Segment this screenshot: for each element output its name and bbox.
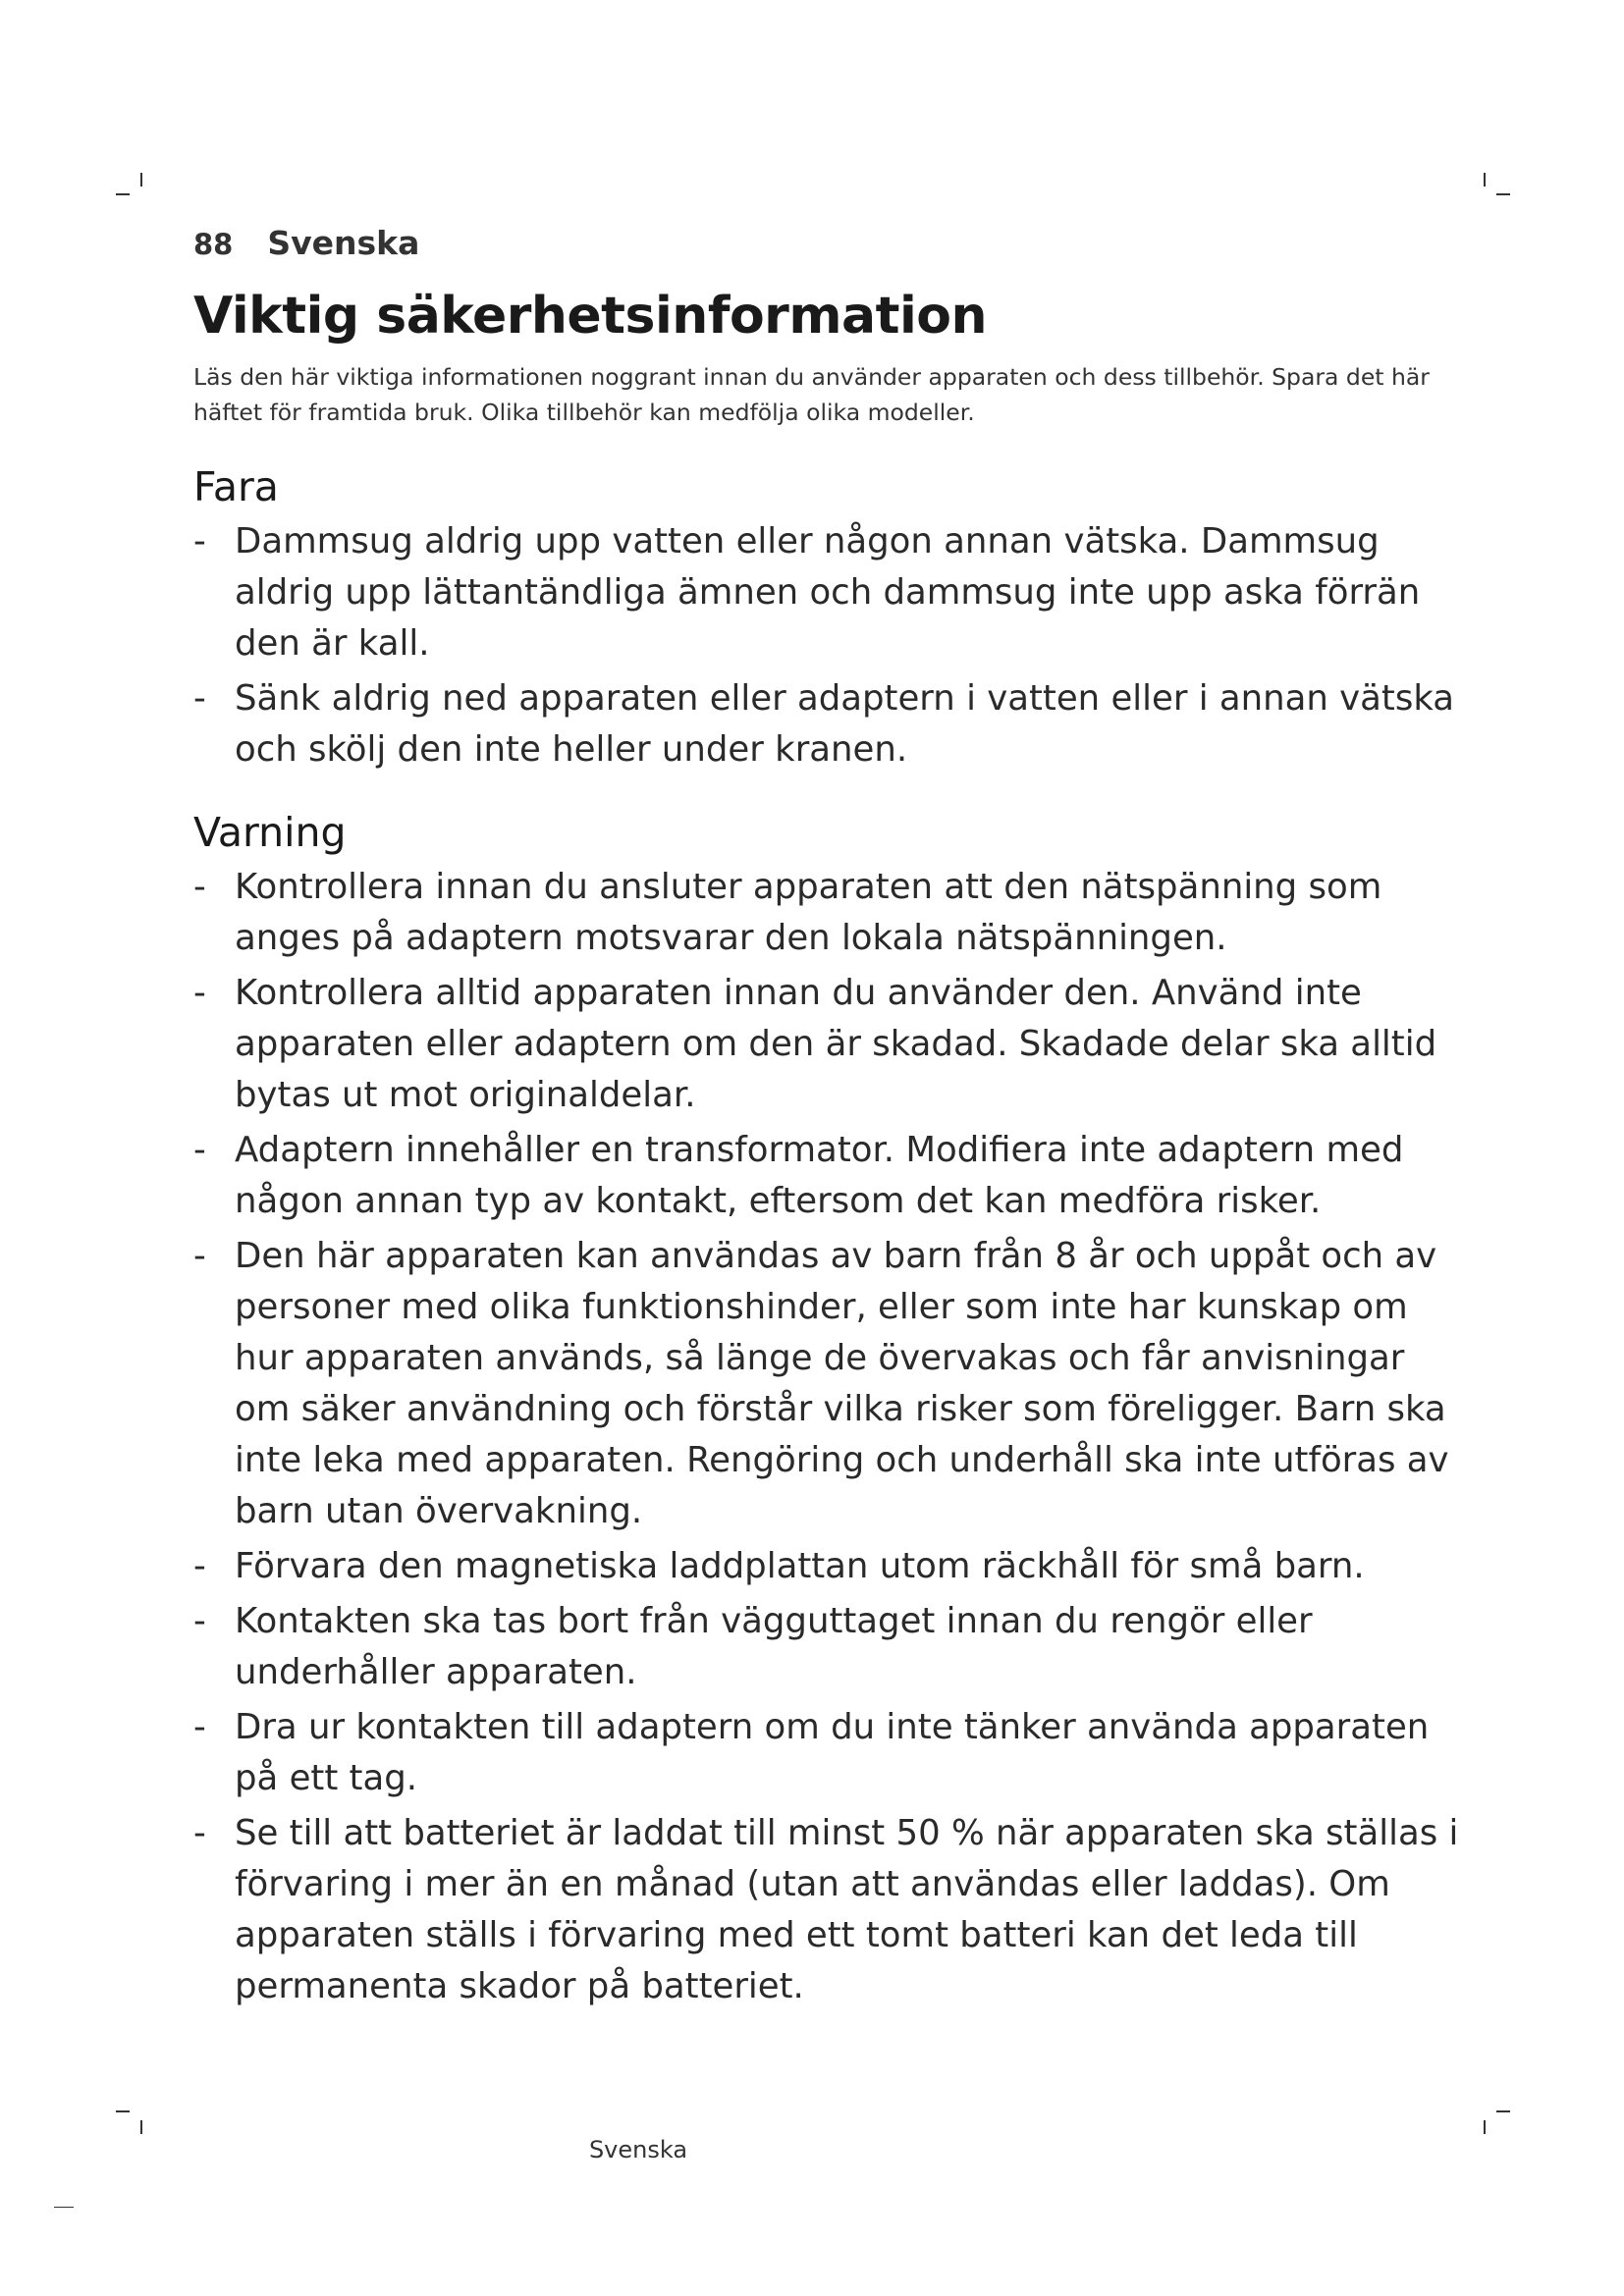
crop-mark (1496, 2110, 1510, 2112)
bullet-dash: - (193, 521, 206, 561)
list-item-text: Sänk aldrig ned apparaten eller adaptern i vatten eller i annan vätska och skölj den inte heller under kranen. (235, 678, 1455, 770)
list-item (193, 1808, 1470, 2012)
list-item-text: Kontakten ska tas bort från vägguttaget innan du rengör eller underhåller apparaten. (235, 1601, 1313, 1692)
list-item (193, 862, 1470, 964)
header-language: Svenska (267, 224, 420, 262)
list-item (193, 673, 1470, 775)
section-heading: Fara (193, 463, 279, 510)
bullet-dash: - (193, 1707, 206, 1747)
list-item (193, 1125, 1470, 1227)
bullet-dash: - (193, 1813, 206, 1853)
crop-mark (1484, 2120, 1486, 2134)
list-item (193, 1541, 1470, 1592)
bullet-dash: - (193, 1601, 206, 1641)
page-footer: Svenska (588, 2136, 688, 2163)
bullet-dash: - (193, 678, 206, 719)
list-item-text: Kontrollera innan du ansluter apparaten att den nätspänning som anges på adaptern motsvarar den lokala nätspänningen. (235, 867, 1382, 958)
list-item (193, 968, 1470, 1121)
list-item-text: Förvara den magnetiska laddplattan utom räckhåll för små barn. (235, 1546, 1365, 1586)
bullet-dash: - (193, 867, 206, 907)
list-item-text: Adaptern innehåller en transformator. Modifiera inte adaptern med någon annan typ av kontakt, eftersom det kan medföra risker. (235, 1130, 1404, 1221)
list-item-text: Se till att batteriet är laddat till minst 50 % när apparaten ska ställas i förvaring i mer än en månad (utan att användas eller laddas). Om apparaten ställs i förvaring med ett tomt batteri kan det leda till permanenta skador på batteriet. (235, 1813, 1459, 2006)
bullet-dash: - (193, 1130, 206, 1170)
crop-mark (140, 2120, 142, 2134)
section-fara (193, 463, 1470, 779)
list-item-text: Kontrollera alltid apparaten innan du använder den. Använd inte apparaten eller adaptern om den är skadad. Skadade delar ska alltid bytas ut mot originaldelar. (235, 973, 1437, 1115)
bullet-dash: - (193, 1546, 206, 1586)
page-title: Viktig säkerhetsinformation (193, 287, 988, 346)
list-item-text: Den här apparaten kan användas av barn från 8 år och uppåt och av personer med olika funktionshinder, eller som inte har kunskap om hur apparaten används, så länge de övervakas och får anvisningar om säker användning och förstår vilka risker som föreligger. Barn ska inte leka med apparaten. Rengöring och underhåll ska inte utföras av barn utan övervakning. (235, 1236, 1449, 1531)
crop-mark (116, 2110, 130, 2112)
crop-mark (116, 193, 130, 195)
list-item-text: Dammsug aldrig upp vatten eller någon annan vätska. Dammsug aldrig upp lättantändliga ämnen och dammsug inte upp aska förrän den är kall. (235, 521, 1421, 664)
crop-mark (1496, 193, 1510, 195)
crop-mark (54, 2207, 74, 2208)
bullet-list (193, 862, 1470, 2012)
list-item (193, 516, 1470, 669)
bullet-dash: - (193, 973, 206, 1013)
bullet-list (193, 516, 1470, 775)
crop-mark (140, 173, 142, 187)
section-heading: Varning (193, 809, 347, 856)
page-number: 88 (193, 228, 234, 261)
intro-text: Läs den här viktiga informationen noggrant innan du använder apparaten och dess tillbehör. Spara det här häftet för framtida bruk. Olika tillbehör kan medfölja olika modeller. (193, 363, 1430, 426)
list-item (193, 1231, 1470, 1537)
list-item-text: Dra ur kontakten till adaptern om du inte tänker använda apparaten på ett tag. (235, 1707, 1430, 1798)
page-header (193, 224, 419, 262)
list-item (193, 1596, 1470, 1698)
bullet-dash: - (193, 1236, 206, 1276)
list-item (193, 1702, 1470, 1804)
section-varning (193, 809, 1470, 2016)
crop-mark (1484, 173, 1486, 187)
